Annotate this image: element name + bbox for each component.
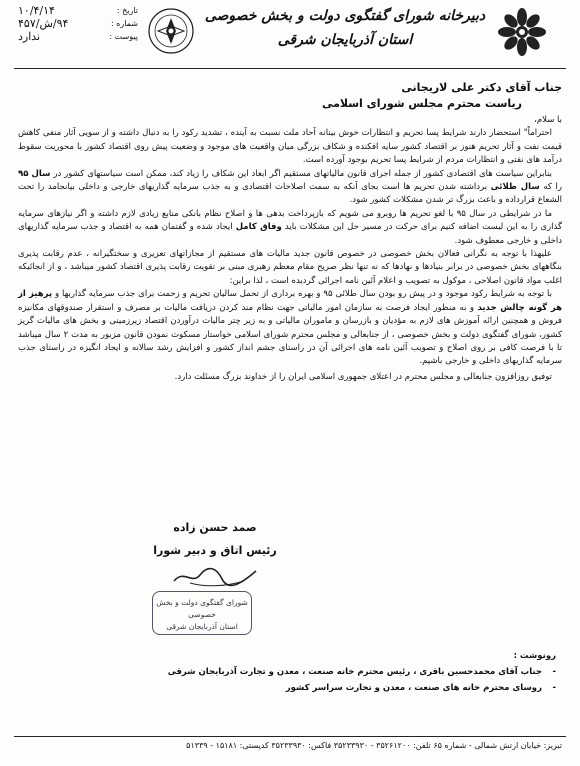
council-emblem-icon [146,6,196,56]
paragraph-2-bold-golden: سال طلائی [490,182,540,193]
recipient-name: جناب آقای دکتر علی لاریجانی [401,81,562,94]
recipient-title: ریاست محترم مجلس شورای اسلامی [321,97,522,110]
closing-line: توفیق روزافزون جنابعالی و مجلس محترم در اعتلای جمهوری اسلامی ایران را از خداوند بزرگ مسئلت دارد. [174,371,552,382]
paragraph-2-text-a: بنابراین سیاست های اقتصادی کشور از جمله اجرای قانون مالیاتهای مستقیم اگر ابعاد این شکاف را زیاد کند، ممکن است سیاستهای کشور در [50,168,552,179]
paragraph-4: علیهذا با توجه به نگرانی فعالان بخش خصوصی در خصوص قانون جدید مالیات های مستقیم از مجازاتهای تعزیری و سختگیرانه ، عدم رقابت پذیری بنگاههای بخش خصوصی در برابر بنیادها و نهادها که نه تنها نظر صریح مقام معظم رهبری مبنی بر تقویت رقابت پذیری اقتصاد کشور میباشد ، و از انجائیکه اغلب مواد قانون اصلاحی ، موکول به تصویب و اعلام آئین نامه اجرائی گردیده است ، لذا براین: [18,249,562,286]
stamp-line-2: استان آذربایجان شرقی [166,622,238,631]
organization-province: استان آذربایجان شرقی [277,32,413,48]
chamber-emblem-icon [494,6,550,58]
paragraph-5 [18,288,562,368]
paragraph-3-bold: وفاق کامل [235,222,282,233]
cc-item: - روسای محترم خانه های صنعت ، معدن و تجارت سراسر کشور [24,680,556,696]
paragraph-3 [18,208,562,248]
footer-divider [14,736,566,737]
organization-title [200,8,490,48]
stamp-line-1: شورای گفتگوی دولت و بخش خصوصی [156,598,248,619]
attachment-value: ندارد [18,30,41,43]
footer-address: تبریز: خیابان ارتش شمالی - شماره ۶۵ تلفن: ۳۵۲۶۱۲۰۰ - ۳۵۲۳۳۹۳۰ فاکس: ۳۵۲۳۳۹۳۰ کدپستی: ۱۵۱۸۱ - ۵۱۳۳۹ [186,741,562,750]
paragraph-2-bold-year: سال ۹۵ [18,168,51,179]
number-label: شماره : [110,19,138,28]
letter-meta [18,4,138,43]
official-stamp [152,591,252,635]
date-label: تاریخ : [116,6,138,15]
paragraph-1: احتراماً" استحضار دارند شرایط پسا تحریم و انتظارات خوش بینانه آحاد ملت نسبت به آینده ، تشدید رکود را به دنبال داشته و از سویی آثار منفی کاهش قیمت نفت و آثار تحریم هنوز بر اقتصاد کشور سایه افکنده و شکاف بزرگی میان واقعیت های موجود و وضعیت پیش روی اقتصاد کشور با محوریت سقوط درآمد های نفتی و انتظارات مردم از شرایط پسا تحریم بوجود آورده است. [18,128,562,166]
paragraph-2-text-b: را که [539,182,562,193]
paragraph-2 [18,168,562,208]
salutation: با سلام، [534,115,562,125]
number-row [18,17,138,30]
paragraph-3-text-b: ایجاد شده و گفتمان همه به اقتصاد و جذب سرمایه گذاریهای داخلی و خارجی معطوف شود. [18,222,562,246]
signer-name: صمد حسن زاده [173,521,257,534]
signer-title: رئیس اتاق و دبیر شورا [153,544,277,557]
number-value: ۹۴/ش/۴۵۷ [18,17,69,30]
paragraph-5-bold: پرهیز از هر گونه چالش جدید [18,289,562,313]
cc-heading: رونوشت : [513,651,556,661]
organization-name: دبیرخانه شورای گفتگوی دولت و بخش خصوصی [204,8,486,24]
signature-scribble-icon [170,563,260,589]
paragraph-3-text-a: ما در شرایطی در سال ۹۵ با لغو تحریم ها روبرو می شویم که بازپرداخت بدهی ها و اصلاح نظام بانکی منابع زیادی لازم داشته و اگر نیازهای سرمایه گذاری را به این لیست اضافه کنیم برای حرکت در مسیر حل این مشکلات باید [18,208,562,233]
letter-body [18,80,562,384]
date-value: ۱۰/۴/۱۴ [18,4,55,17]
header-divider [14,68,566,69]
cc-item: - جناب آقای محمدحسین باقری ، رئیس محترم خانه صنعت ، معدن و تجارت آذربایجان شرقی [24,664,556,680]
attachment-label: پیوست : [109,32,138,41]
cc-section [24,648,556,696]
attachment-row [18,30,138,43]
signature-block [140,521,290,589]
paragraph-5-text-a: با توجه به شرایط رکود موجود و در پیش رو بودن سال طلائی ۹۵ و بهره برداری از تحمل سالیان تحریم و زحمت برای جذب سرمایه گذاریها و [52,289,552,300]
date-row [18,4,138,17]
paragraph-5-text-b: و به منظور ایجاد فرصت به سازمان امور مالیاتی جهت نظام مند کردن دریافت مالیات بر مصرف و استقرار صندوقهای مکانیزه فروش و همچنین ارائه آموزش های لازم به مؤدیان و بازرسان و ماموران مالیاتی و به زیر چتر مالیات درآوردن اقتصاد زیرزمینی و بخش های مالیات گریز کشور، شورای گفتگوی دولت و بخش خصوصی ، از جنابعالی و مجلس محترم شورای اسلامی خواستار مسکوت نمودن قانون مزبور به مدت ۲ سال میباشد تا با فرصت کافی بر روی اصلاح و تصویب آئین نامه های اجرائی آن در راستای جشم انداز کشور و افزایش رشد سالانه و ایجاد انگیزه در راستای جذب سرمایه گذاریهای داخلی و خارجی باشیم. [18,302,562,367]
paragraph-2-text-c: برداشته شدن تحریم ها است بجای آنکه به سمت اصلاحات اقتصادی و به جذب سرمایه گذاریهای خارجی و داخلی بیانجامد را تحت الشعاع قرارداده و باعث بزرگ تر شدن مشکلات کشور شود. [18,182,562,206]
